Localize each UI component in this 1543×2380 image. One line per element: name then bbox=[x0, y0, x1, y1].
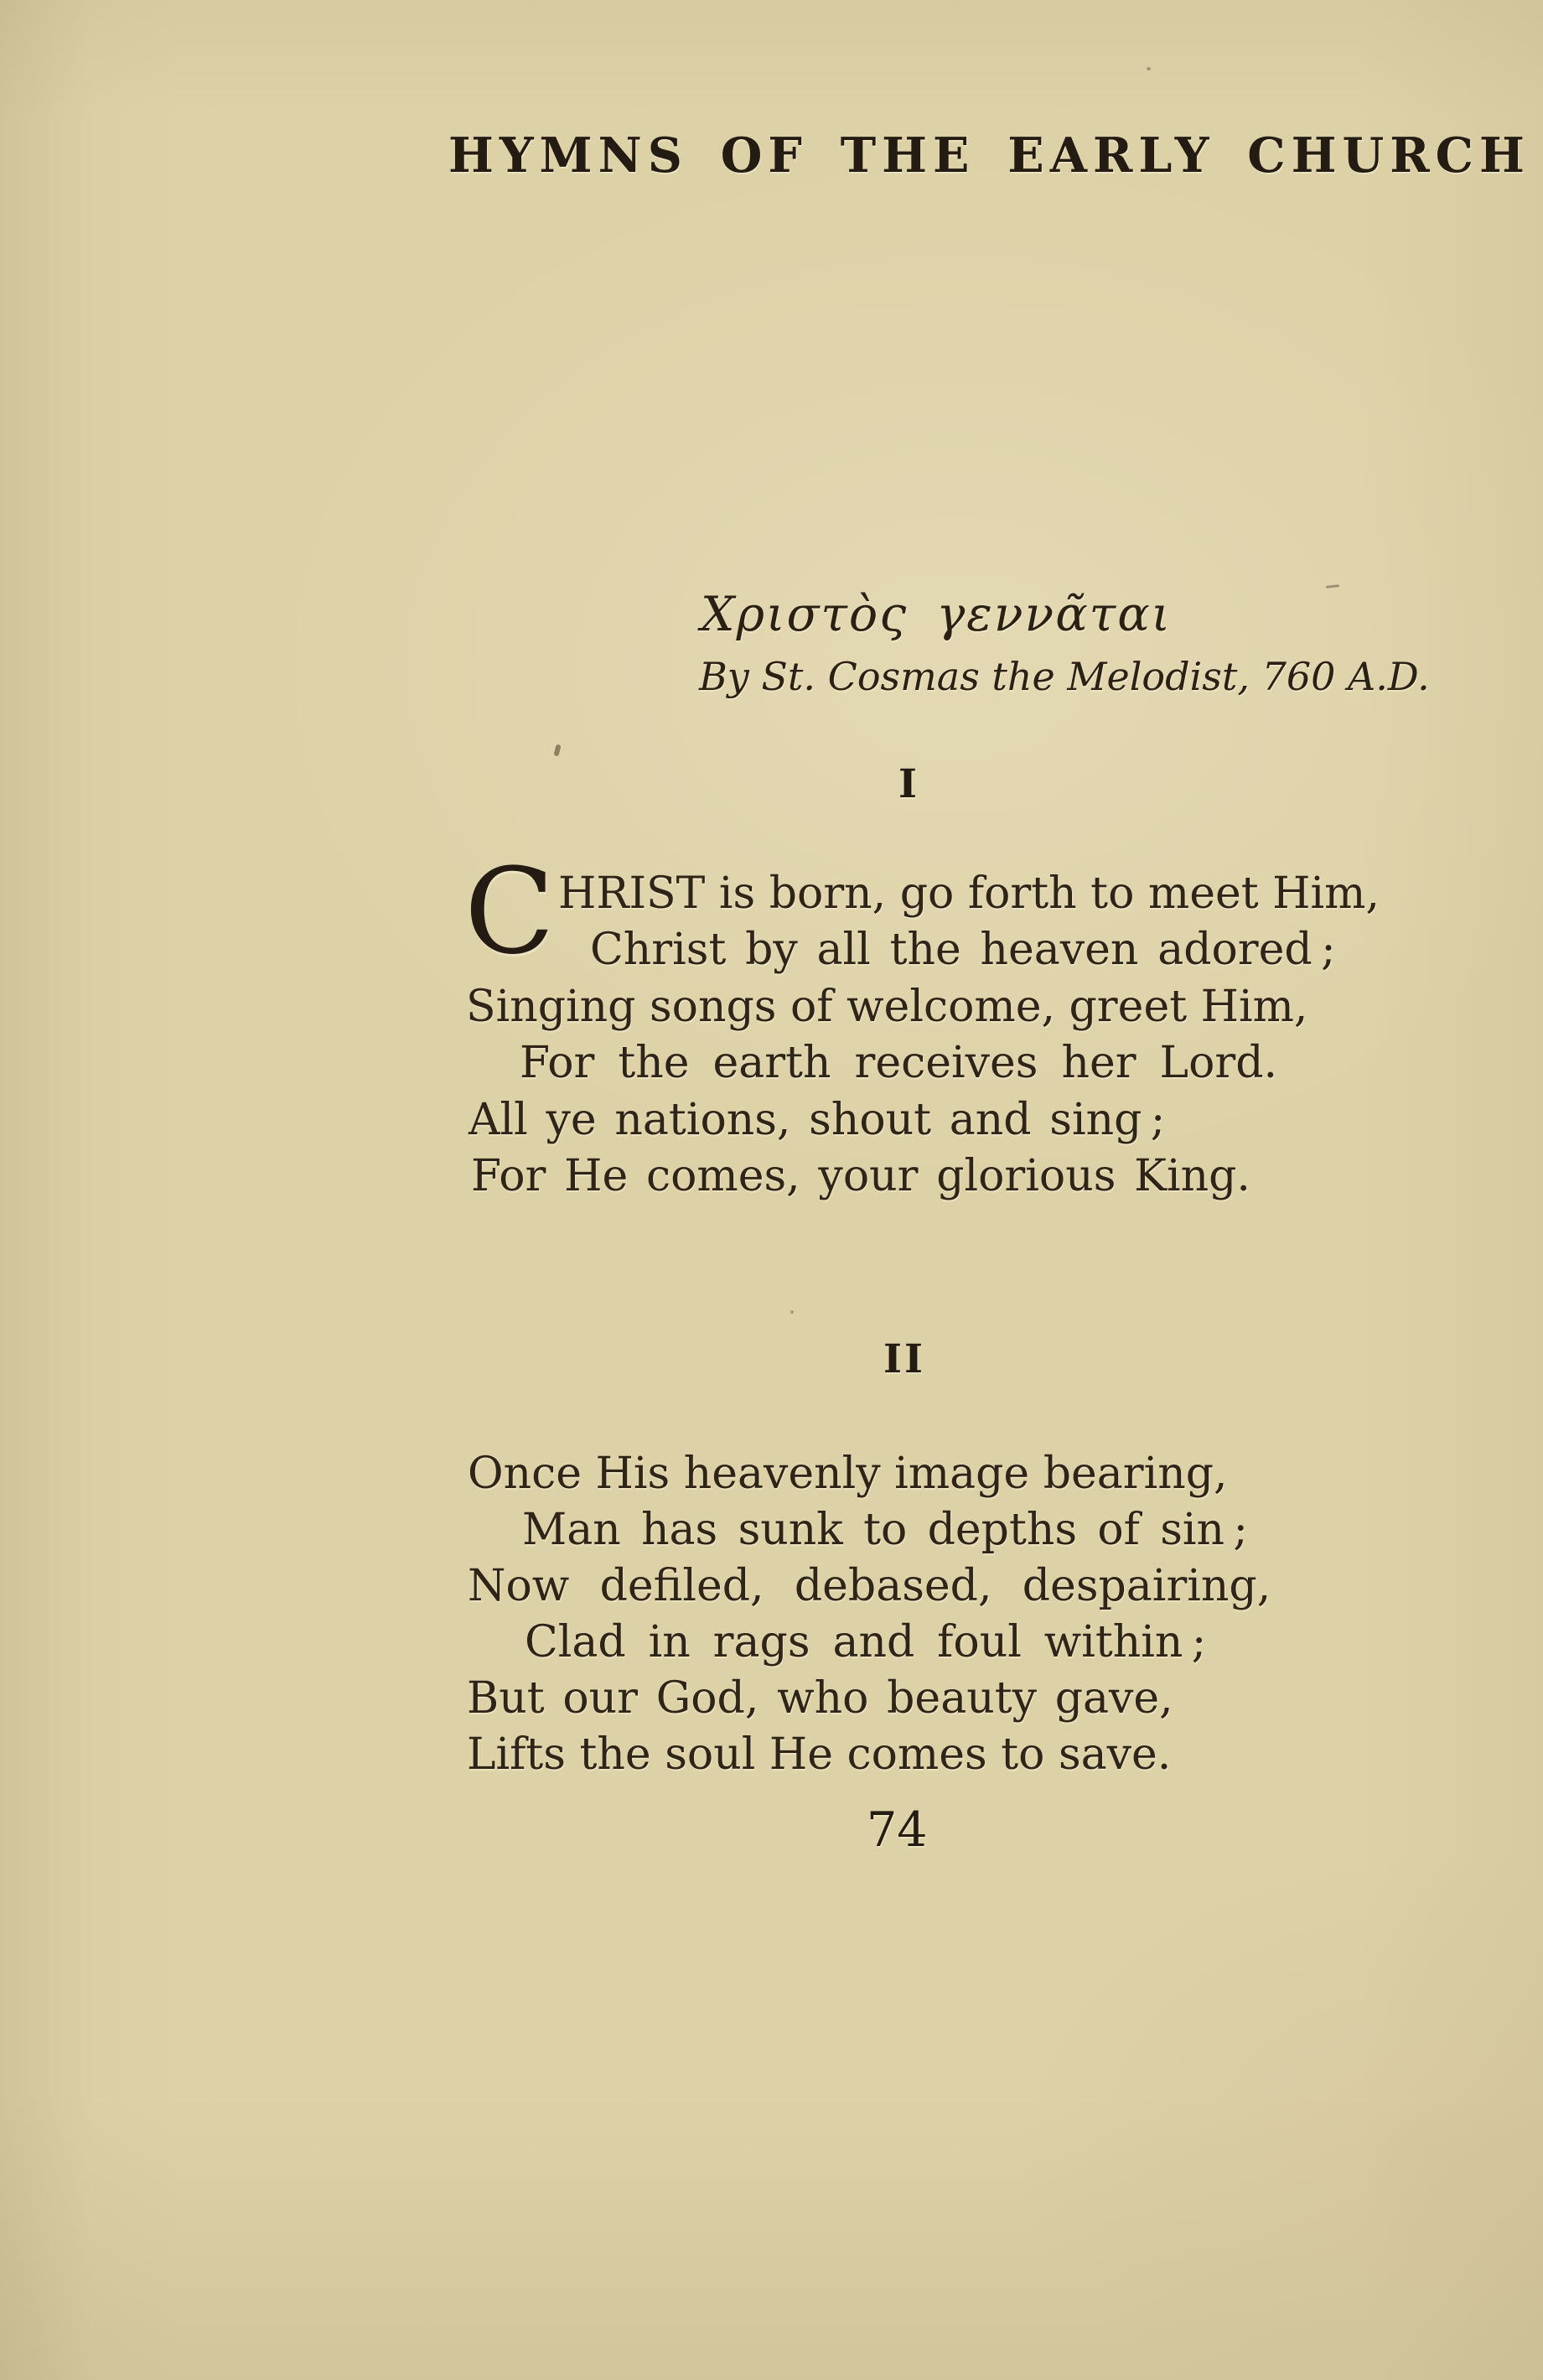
stanza-1-line-4: For the earth receives her Lord. bbox=[520, 1038, 1278, 1088]
stanza-2-line-2: Man has sunk to depths of sin ; bbox=[522, 1505, 1248, 1555]
stanza-1-line-2: Christ by all the heaven adored ; bbox=[590, 925, 1336, 975]
stanza-1-numeral: I bbox=[898, 761, 919, 807]
paper-speck bbox=[553, 744, 561, 756]
stanza-2-line-3: Now defiled, debased, despairing, bbox=[468, 1561, 1271, 1611]
paper-speck bbox=[1147, 67, 1151, 70]
stanza-1-line-5: All ye nations, shout and sing ; bbox=[469, 1095, 1166, 1145]
stanza-2-line-5: But our God, who beauty gave, bbox=[467, 1673, 1173, 1724]
stanza-2-line-6: Lifts the soul He comes to save. bbox=[467, 1729, 1172, 1780]
paper-speck bbox=[1326, 584, 1339, 589]
stanza-2-line-1: Once His heavenly image bearing, bbox=[468, 1449, 1228, 1499]
stanza-1-line-6: For He comes, your glorious King. bbox=[471, 1151, 1250, 1201]
paper-speck bbox=[790, 1310, 794, 1314]
stanza-1-drop-cap: C bbox=[464, 843, 555, 981]
stanza-2-numeral: II bbox=[883, 1336, 925, 1382]
greek-epigraph: Χριστὸς γεννᾶται bbox=[701, 587, 1173, 642]
stanza-1-line-3: Singing songs of welcome, greet Him, bbox=[466, 982, 1308, 1032]
epigraph-attribution: By St. Cosmas the Melodist, 760 A.D. bbox=[699, 654, 1430, 699]
page-header-title: HYMNS OF THE EARLY CHURCH bbox=[448, 127, 1530, 184]
stanza-2-line-4: Clad in rags and foul within ; bbox=[525, 1617, 1207, 1667]
page-number: 74 bbox=[867, 1802, 928, 1858]
stanza-1-line-1: HRIST is born, go forth to meet Him, bbox=[558, 869, 1380, 919]
